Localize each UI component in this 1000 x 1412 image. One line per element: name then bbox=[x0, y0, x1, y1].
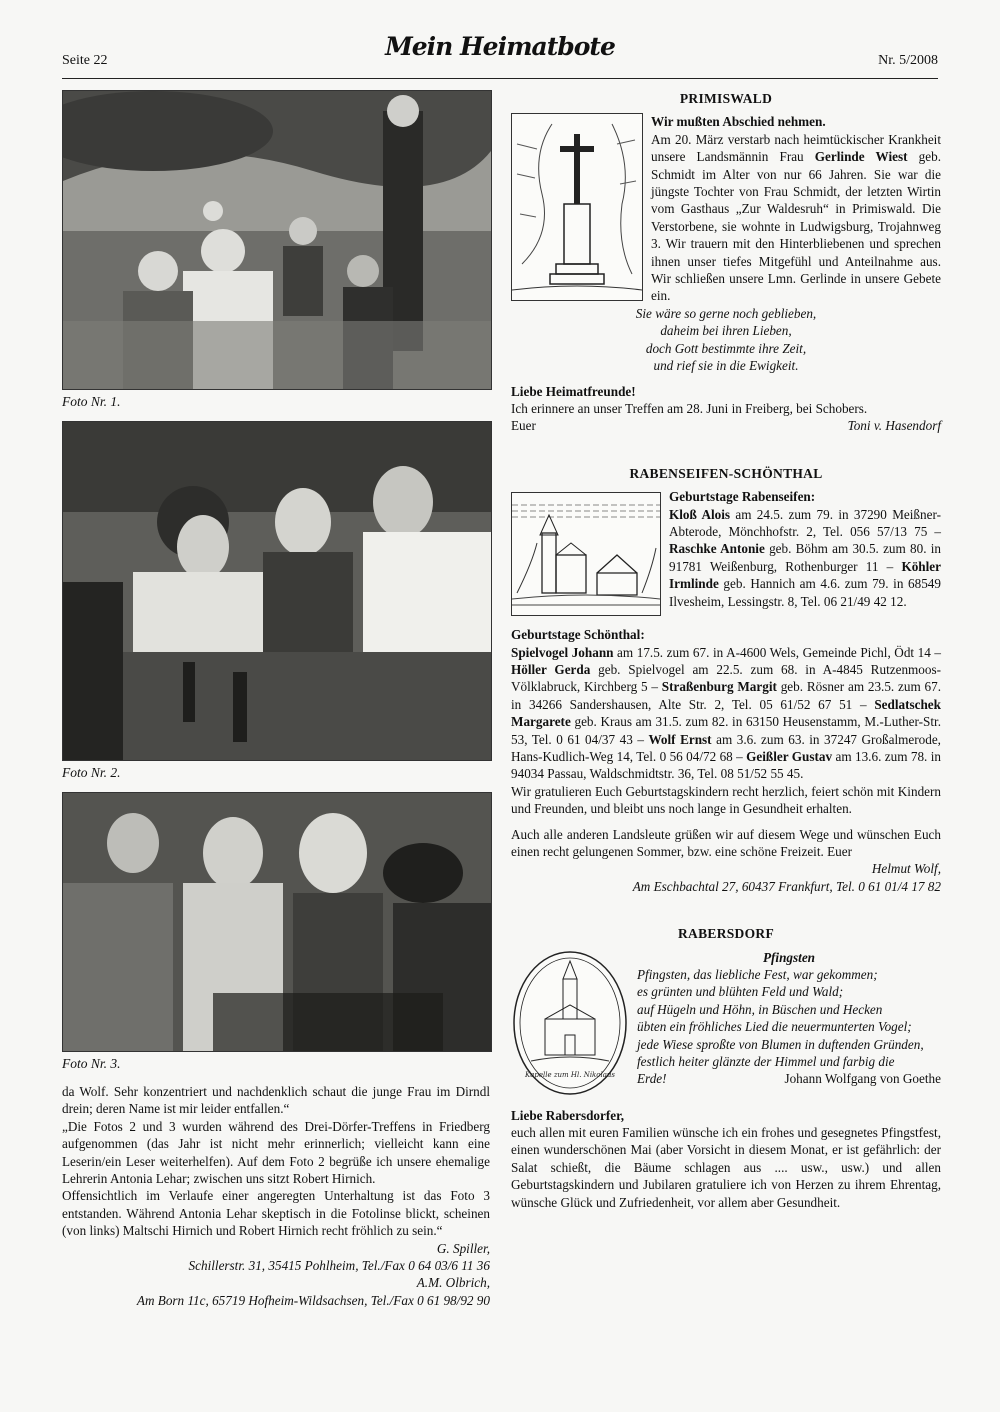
address-olbrich: Am Born 11c, 65719 Hofheim-Wildsachsen, Tel./Fax 0 61 98/92 90 bbox=[136, 1292, 490, 1308]
left-paragraph-3: Offensichtlich im Verlaufe einer angeregten Unterhaltung ist das Foto 3 entstanden. Während Antonia Lehar skeptisch in die Fotolinse blickt, scheinen (von links) Maltschi Hirnich und Robert Hirnich recht fröhlich zu sein.“ bbox=[62, 1188, 490, 1239]
section-title-rabersdorf: RABERSDORF bbox=[677, 926, 774, 942]
photo-1 bbox=[62, 90, 492, 390]
primiswald-signature: Toni v. Hasendorf bbox=[847, 418, 941, 434]
schoenthal-birthdays: Spielvogel Johann am 17.5. zum 67. in A-4600 Wels, Gemeinde Pichl, Ödt 14 – Höller Gerda geb. Spielvogel am 22.5. zum 68. in A-4845 Rutzenmoos-Völklabruck, Kirchberg 5 – Straßenburg Margit geb. Rösner am 23.5. zum 67. in 34266 Sandershausen, Alte Str. 2, Tel. 05 61/52 67 51 – Sedlatschek Margarete geb. Kraus am 31.5. zum 82. in 63150 Heusenstamm, M.-Luther-Str. 53, Tel. 0 61 04/37 43 – Wolf Ernst am 3.6. zum 63. in 37247 Großalmerode, Hans-Kudlich-Weg 14, Tel. 0 56 04/72 68 – Geißler Gustav am 13.6. zum 78. in 94034 Passau, Waldschmidtstr. 36, Tel. 08 51/52 55 45. bbox=[511, 644, 942, 782]
address-spiller: Schillerstr. 31, 35415 Pohlheim, Tel./Fax 0 64 03/6 11 36 bbox=[188, 1258, 490, 1274]
signature-olbrich: A.M. Olbrich, bbox=[416, 1275, 490, 1291]
pfingsten-poem: Pfingsten, das liebliche Fest, war gekommen; es grünten und blühten Feld und Wald; auf Hügeln und Höhn, in Büschen und Hecken übten ein fröhliches Lied die neuermunterten Vogel; jede Wiese sproßte von Blumen in duftenden Gründen, festlich heiter glänzte der Himmel und farbig die Erde! Johann Wolfgang von Goethe bbox=[637, 967, 941, 1087]
primiswald-obituary: Am 20. März verstarb nach heimtückischer Krankheit unsere Landsmännin Frau Gerlinde Wiest geb. Schmidt im Alter von nur 66 Jahren. Sie war die jüngste Tochter von Frau Schmidt, der letzten Wirtin vom Gasthaus „Zur Waldesruh“ in Primiswald. Die Verstorbene, sie wohnte in Ludwigsburg, Trojahnweg 3. Wir trauern mit den Hinterbliebenen und sprechen ihnen unser tiefes Mitgefühl und Anteilnahme aus. Wir schließen unsere Lmn. Gerlinde in unsere Gebete ein. bbox=[651, 131, 941, 304]
page-number: Seite 22 bbox=[62, 53, 108, 68]
right-column bbox=[511, 90, 941, 1211]
issue-number: Nr. 5/2008 bbox=[878, 53, 938, 68]
church-illustration bbox=[511, 492, 661, 616]
primiswald-heading: Wir mußten Abschied nehmen. bbox=[651, 114, 826, 130]
caption-1: Foto Nr. 1. bbox=[62, 394, 121, 409]
photo-3 bbox=[62, 792, 492, 1052]
emblem-text: Kapelle zum Hl. Nikolaus bbox=[524, 1070, 616, 1079]
chapel-emblem bbox=[511, 949, 629, 1097]
rabenseifen-greeting: Auch alle anderen Landsleute grüßen wir auf diesem Wege und wünschen Euch einen recht gelungenen Sommer, bzw. eine schöne Freizeit. Euer bbox=[511, 826, 941, 859]
memorial-poem: Sie wäre so gerne noch geblieben, daheim bei ihren Lieben, doch Gott bestimmte ihre Zeit, und rief sie in die Ewigkeit. bbox=[635, 305, 817, 374]
left-paragraph-1: da Wolf. Sehr konzentriert und nachdenklich schaut die junge Frau im Dirndl drein; deren Name ist mir leider entfallen.“ bbox=[62, 1084, 490, 1117]
schoenthal-birthdays-heading: Geburtstage Schönthal: bbox=[511, 627, 645, 643]
section-title-rabenseifen: RABENSEIFEN-SCHÖNTHAL bbox=[629, 465, 823, 481]
caption-3: Foto Nr. 3. bbox=[62, 1056, 121, 1071]
rabersdorf-message: euch allen mit euren Familien wünsche ich ein frohes und gesegnetes Pfingstfest, einen wunderschönen Mai (aber Vorsicht in diesem Monat, er ist gefährlich: der Salat schießt, die Bäume schlagen aus .... usw., usw.) und allen Geburtstagskindern und Jubilaren gratuliere ich von Herzen zu ihrem Ehrentag, wünsche Glück und Zufriedenheit, vor allem aber Gesundheit. bbox=[511, 1125, 941, 1210]
poem-title: Pfingsten bbox=[762, 949, 816, 965]
rabenseifen-birthdays: Kloß Alois am 24.5. zum 79. in 37290 Meißner-Abterode, Mönchhofstr. 2, Tel. 056 57/13 75 – Raschke Antonie geb. Böhm am 30.5. zum 80. in 91781 Weißenburg, Rothenburger 11 – Köhler Irmlinde geb. Hannich am 4.6. zum 79. in 68549 Ilvesheim, Lessingstr. 8, Tel. 06 21/49 42 12. bbox=[669, 506, 941, 609]
rabenseifen-address: Am Eschbachtal 27, 60437 Frankfurt, Tel. 0 61 01/4 17 82 bbox=[632, 878, 941, 894]
left-column bbox=[62, 90, 490, 1309]
signature-spiller: G. Spiller, bbox=[436, 1240, 490, 1256]
rabersdorf-greeting: Liebe Rabersdorfer, bbox=[511, 1107, 625, 1123]
rabenseifen-birthdays-heading: Geburtstage Rabenseifen: bbox=[669, 489, 816, 505]
caption-2: Foto Nr. 2. bbox=[62, 765, 121, 780]
masthead-logo: Mein Heimatbote bbox=[385, 32, 615, 61]
wayside-cross-illustration bbox=[511, 113, 643, 301]
primiswald-message: Ich erinnere an unser Treffen am 28. Juni in Freiberg, bei Schobers. bbox=[511, 400, 868, 416]
rabenseifen-wishes: Wir gratulieren Euch Geburtstagskindern recht herzlich, feiert schön mit Kindern und Freunden, und bleibt uns noch lange in Gesundheit erhalten. bbox=[511, 783, 941, 817]
left-paragraph-2: „Die Fotos 2 und 3 wurden während des Drei-Dörfer-Treffens in Friedberg aufgenommen (das Jahr ist nicht mehr erinnerlich; vielleicht kann eine Leserin/ein Leser weiterhelfen). Auf dem Foto 2 begrüße ich unsere ehemalige Lehrerin Antonia Lehar; zwischen uns sitzt Robert Hirnich. bbox=[62, 1118, 490, 1187]
primiswald-signoff: Euer Toni v. Hasendorf bbox=[511, 418, 941, 434]
photo-2 bbox=[62, 421, 492, 761]
poem-author: Johann Wolfgang von Goethe bbox=[784, 1071, 941, 1087]
section-title-primiswald: PRIMISWALD bbox=[679, 91, 773, 106]
primiswald-greeting: Liebe Heimatfreunde! bbox=[511, 383, 636, 399]
rabenseifen-signature: Helmut Wolf, bbox=[871, 861, 941, 877]
page-header bbox=[62, 32, 938, 79]
